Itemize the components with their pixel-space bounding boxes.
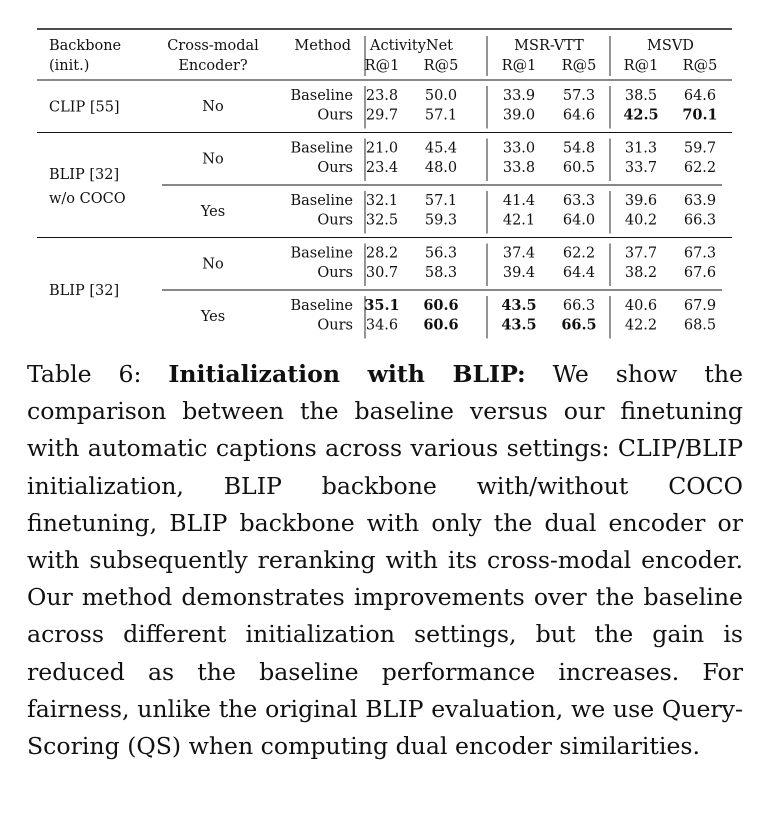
- table-cell: 37.4: [502, 245, 536, 262]
- table-cell: 41.4: [502, 193, 536, 209]
- backbone-label: [49, 283, 119, 299]
- table-cell: 42.5: [623, 106, 659, 124]
- header-cross-modal-encoder: Encoder?: [178, 58, 248, 74]
- table-cell: 64.0: [562, 212, 596, 229]
- table-cell: 33.8: [502, 160, 536, 176]
- header-backbone: Backbone: [49, 38, 122, 54]
- table-cell: 23.4: [365, 160, 399, 176]
- table-cell: 57.3: [562, 88, 596, 104]
- cross-modal-value: No: [202, 151, 224, 168]
- header-method: Method: [294, 38, 351, 54]
- citation-ref: [32]: [84, 167, 120, 183]
- backbone-name: BLIP: [49, 283, 85, 299]
- header-dataset: ActivityNet: [370, 38, 453, 54]
- table-cell: 32.1: [365, 193, 399, 209]
- table-cell: 59.3: [424, 212, 458, 229]
- method-label: Ours: [317, 107, 353, 124]
- table-cell: 60.6: [423, 316, 459, 334]
- method-label: Baseline: [290, 245, 353, 262]
- method-label: Baseline: [290, 193, 353, 209]
- table-cell: 23.8: [365, 88, 399, 104]
- table-cell: 29.7: [365, 107, 399, 124]
- table-cell: 62.2: [562, 245, 596, 262]
- header-metric: R@1: [364, 58, 400, 74]
- header-metric: R@5: [682, 58, 718, 74]
- cross-modal-value: Yes: [200, 308, 226, 325]
- table-cell: 33.9: [502, 88, 536, 104]
- results-table: [37, 0, 732, 340]
- backbone-label: [49, 167, 119, 183]
- table-cell: 67.9: [683, 298, 717, 314]
- cross-modal-value: No: [202, 98, 224, 115]
- table-cell: 42.1: [502, 212, 536, 229]
- table-cell: 38.5: [624, 88, 658, 104]
- header-metric: R@1: [501, 58, 537, 74]
- method-label: Ours: [317, 160, 353, 176]
- header-metric: R@5: [561, 58, 597, 74]
- cross-modal-value: No: [202, 256, 224, 273]
- table-cell: 57.1: [424, 107, 458, 124]
- table-cell: 38.2: [624, 265, 658, 281]
- table-cell: 42.2: [624, 317, 658, 334]
- table-cell: 66.3: [562, 298, 596, 314]
- table-cell: 57.1: [424, 193, 458, 209]
- table-cell: 66.5: [561, 316, 597, 334]
- table-cell: 59.7: [683, 140, 717, 157]
- table-cell: 67.3: [683, 245, 717, 262]
- table-cell: 39.0: [502, 107, 536, 124]
- caption-title: Initialization with BLIP:: [168, 360, 526, 388]
- table-cell: 48.0: [424, 160, 458, 176]
- table-cell: 60.6: [423, 297, 459, 314]
- table-cell: 64.6: [562, 107, 596, 124]
- method-label: Baseline: [290, 298, 353, 314]
- table-caption: [27, 356, 743, 765]
- header-backbone-init: (init.): [49, 58, 90, 74]
- method-label: Baseline: [290, 88, 353, 104]
- method-label: Ours: [317, 212, 353, 229]
- table-cell: 68.5: [683, 317, 717, 334]
- header-cross-modal: Cross-modal: [167, 38, 259, 54]
- table-cell: 43.5: [501, 316, 537, 334]
- table-cell: 34.6: [365, 317, 399, 334]
- header-metric: R@1: [623, 58, 659, 74]
- header-metric: R@5: [423, 58, 459, 74]
- table-cell: 58.3: [424, 265, 458, 281]
- header-dataset: MSVD: [647, 38, 694, 54]
- table-cell: 37.7: [624, 245, 658, 262]
- table-cell: 33.7: [624, 160, 658, 176]
- method-label: Ours: [317, 317, 353, 334]
- table-cell: 43.5: [501, 297, 537, 314]
- table-cell: 33.0: [502, 140, 536, 157]
- table-cell: 54.8: [562, 140, 596, 157]
- header-dataset: MSR-VTT: [514, 38, 584, 54]
- table-cell: 63.3: [562, 193, 596, 209]
- table-cell: 67.6: [683, 265, 717, 281]
- backbone-name: BLIP: [49, 167, 85, 183]
- table-cell: 66.3: [683, 212, 717, 229]
- table-cell: 45.4: [424, 140, 458, 157]
- method-label: Baseline: [290, 140, 353, 157]
- cross-modal-value: Yes: [200, 203, 226, 220]
- table-cell: 32.5: [365, 212, 399, 229]
- results-table-svg: [37, 0, 732, 340]
- table-cell: 62.2: [683, 160, 717, 176]
- table-cell: 60.5: [562, 160, 596, 176]
- method-label: Ours: [317, 265, 353, 281]
- citation-ref: [55]: [85, 99, 120, 116]
- table-cell: 28.2: [365, 245, 399, 262]
- table-cell: 40.6: [624, 298, 658, 314]
- table-cell: 56.3: [424, 245, 458, 262]
- table-cell: 70.1: [682, 106, 718, 124]
- table-cell: 30.7: [365, 265, 399, 281]
- table-cell: 31.3: [624, 140, 658, 157]
- backbone-name: CLIP: [49, 99, 86, 116]
- backbone-label: [49, 99, 120, 115]
- citation-ref: [32]: [84, 283, 120, 299]
- table-cell: 50.0: [424, 88, 458, 104]
- table-cell: 63.9: [683, 193, 717, 209]
- table-cell: 39.4: [502, 265, 536, 281]
- table-cell: 35.1: [364, 297, 400, 314]
- table-cell: 21.0: [365, 140, 399, 157]
- caption-text: We show the comparison between the baseline versus our finetuning with automatic captions across various settings: CLIP/BLIP initialization, BLIP backbone with/without COCO finetuning, BLIP backbone with only the dual encoder or with subsequently reranking with its cross-modal encoder. Our method demonstrates improvements over the baseline across different initialization settings, but the gain is reduced as the baseline performance increases. For fairness, unlike the original BLIP evaluation, we use Query-Scoring (QS) when computing dual encoder similarities.: [27, 360, 743, 761]
- table-cell: 64.6: [683, 88, 717, 104]
- caption-label: Table 6:: [27, 360, 142, 388]
- table-cell: 39.6: [624, 193, 658, 209]
- table-cell: 64.4: [562, 265, 596, 281]
- backbone-suffix: w/o COCO: [49, 191, 126, 207]
- table-cell: 40.2: [624, 212, 658, 229]
